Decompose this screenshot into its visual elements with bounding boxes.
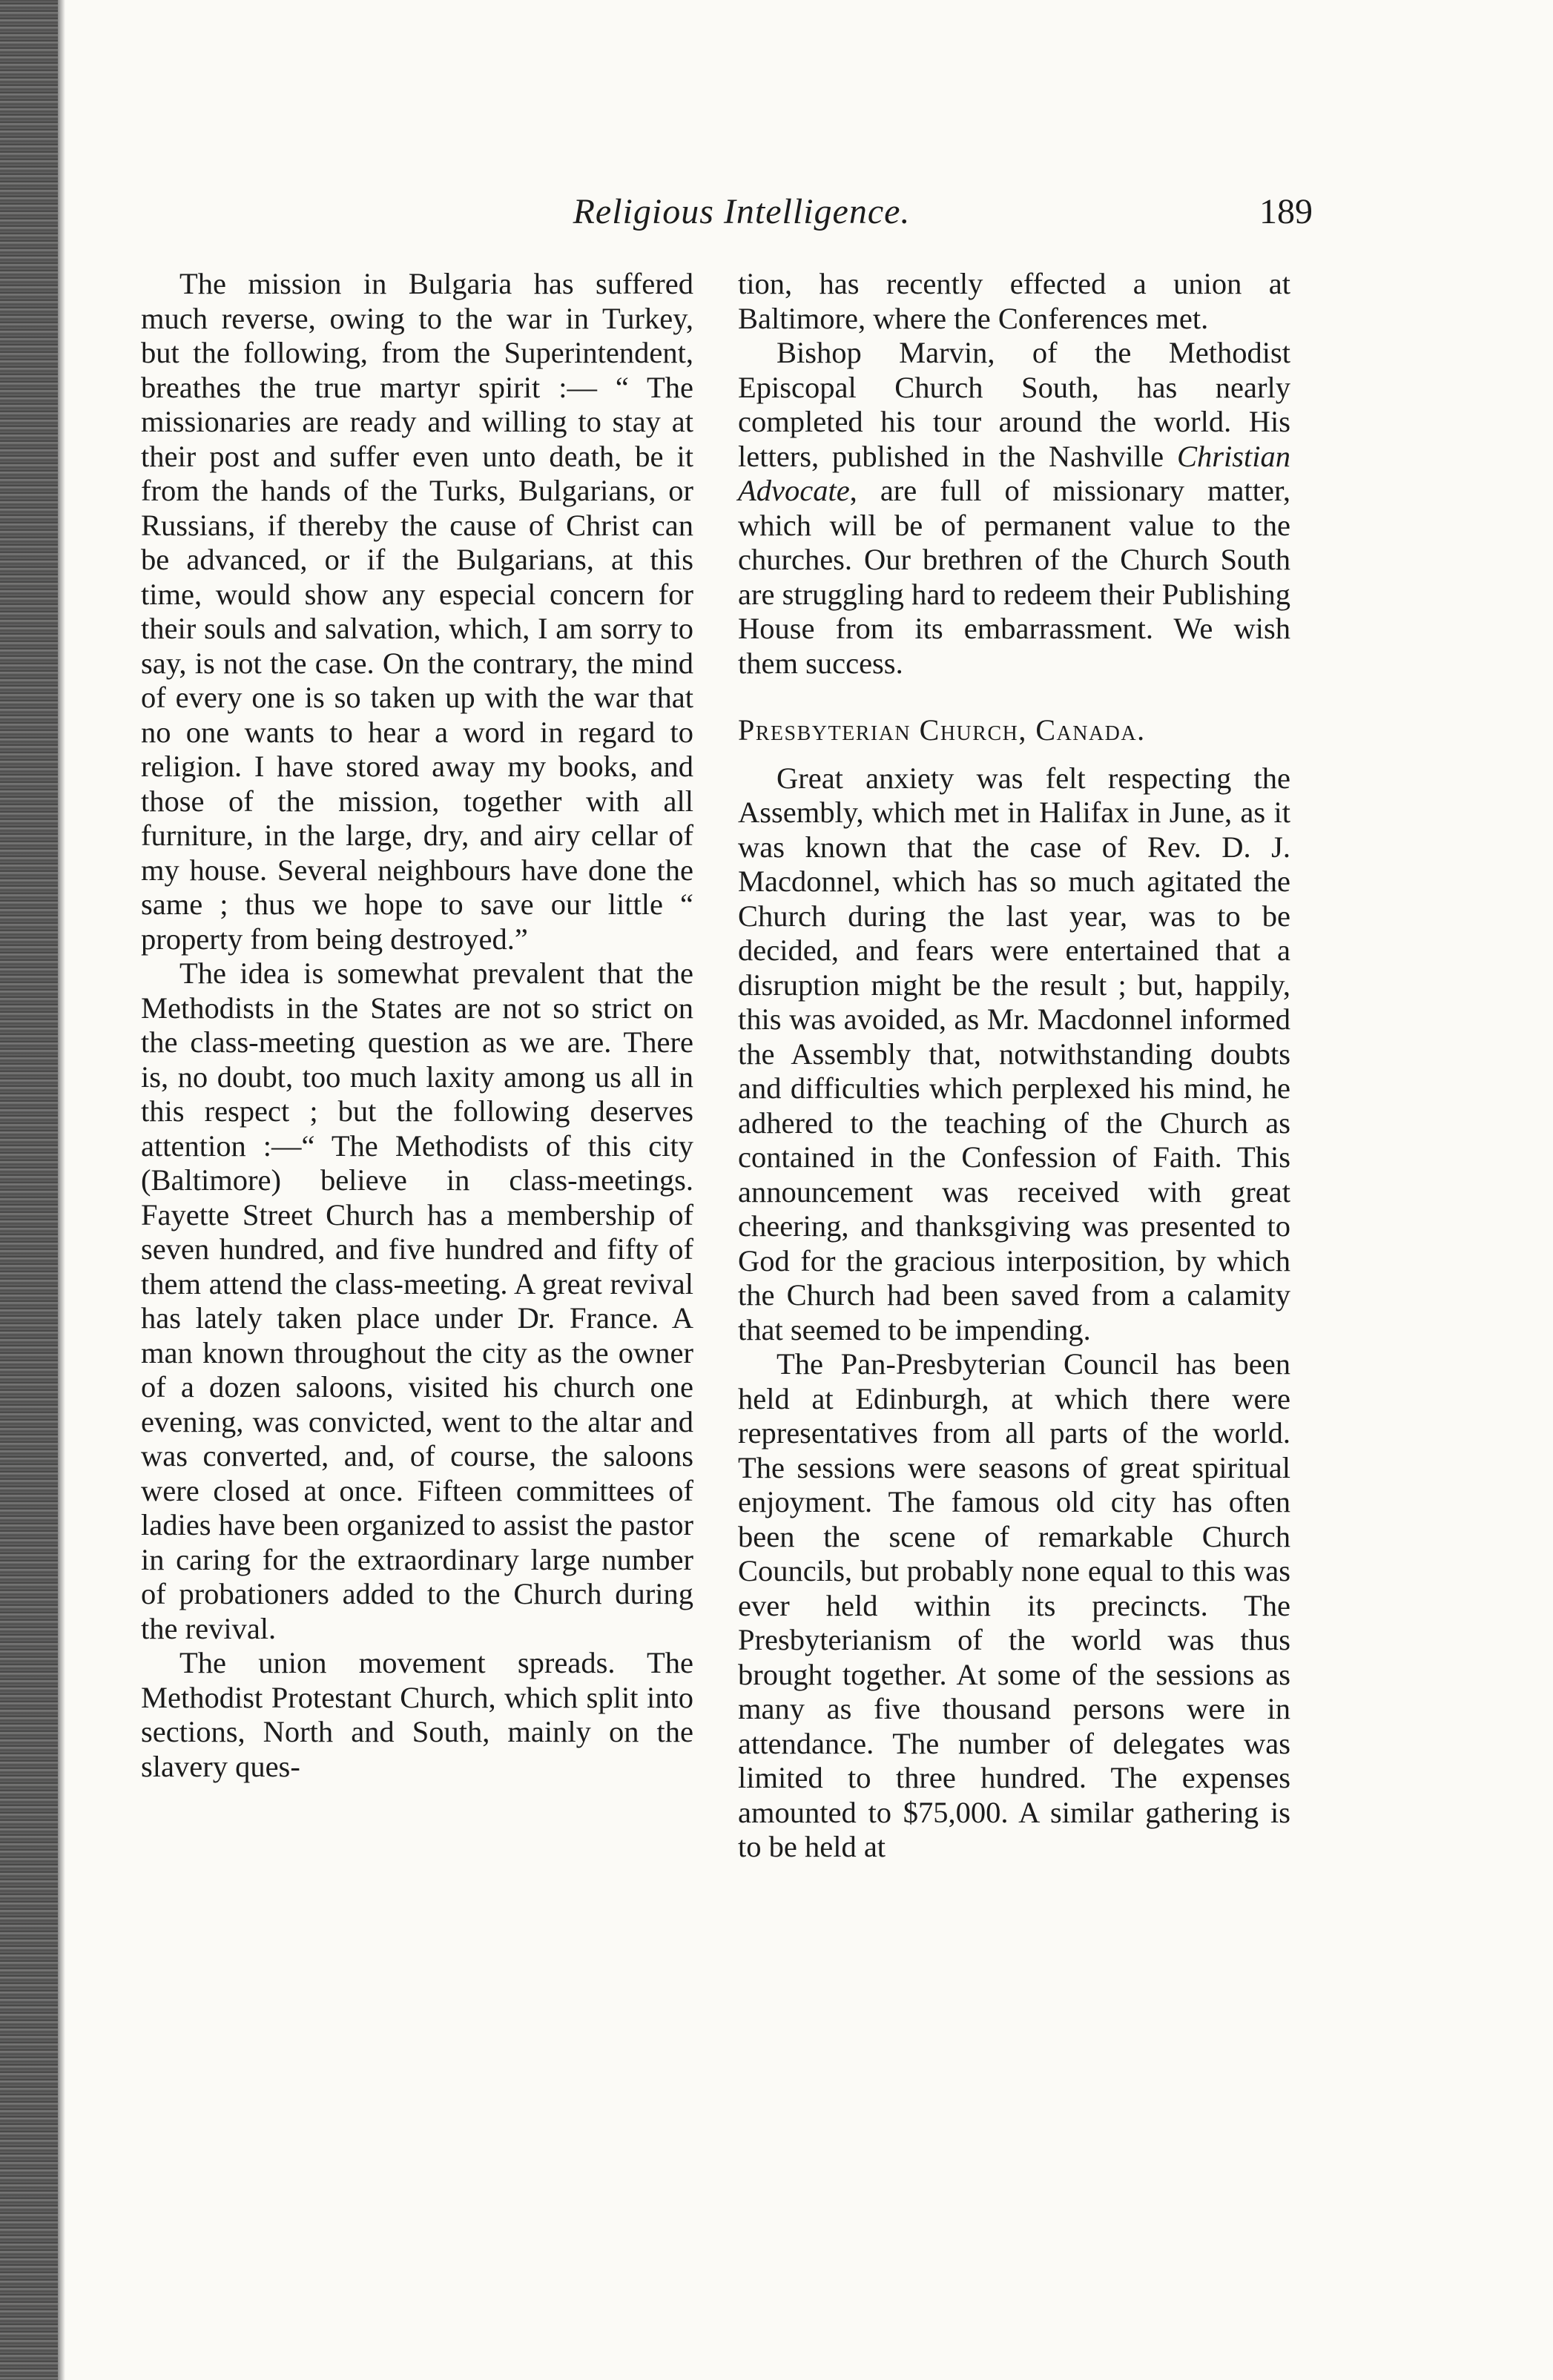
spine-edge-gradient (58, 0, 65, 2380)
running-head: Religious Intelligence. (573, 192, 911, 231)
book-spine-shadow (0, 0, 58, 2380)
right-column (738, 267, 1290, 1865)
paragraph-pan-presbyterian-council: The Pan-Presbyterian Council has been held at Edinburgh, at which there were representatives from all parts of the world. The sessions were seasons of great spiritual enjoyment. The famous old city has often been the scene of remarkable Church Councils, but probably none equal to this was ever held within its precincts. The Presbyterianism of the world was thus brought together. At some of the sessions as many as five thousand persons were in attendance. The number of delegates was limited to three hundred. The expenses amounted to $75,000. A similar gathering is to be held at (738, 1347, 1290, 1863)
section-heading-presbyterian: Presbyterian Church, Canada. (738, 713, 1146, 747)
paragraph-bishop-marvin (738, 336, 1290, 681)
paragraph-assembly-halifax: Great anxiety was felt respecting the Assembly, which met in Halifax in June, as it was known that the case of Rev. D. J. Macdonnel, which has so much agitated the Church during the last year, was to be decided, and fears were entertained that a disruption might be the result ; but, happily, this was avoided, as Mr. Macdonnel informed the Assembly that, notwithstanding doubts and difficulties which perplexed his mind, he adhered to the teaching of the Church as contained in the Confession of Faith. This announcement was received with great cheering, and thanksgiving was presented to God for the gracious interposition, by which the Church had been saved from a calamity that seemed to be impending. (738, 761, 1290, 1346)
bishop-text-end: , are full of missionary matter, which will be of permanent value to the churches. Our brethren of the Church South are struggling hard to redeem their Publishing House from its embarrassment. We wish them success. (738, 474, 1290, 680)
paragraph-union-movement: The union movement spreads. The Methodist Protestant Church, which split into sections, North and South, mainly on the slavery ques- (141, 1646, 693, 1783)
paragraph-class-meetings: The idea is somewhat prevalent that the Methodists in the States are not so strict on the class-meeting question as we are. There is, no doubt, too much laxity among us all in this respect ; but the following deserves attention :—“ The Methodists of this city (Baltimore) believe in class-meetings. Fayette Street Church has a membership of seven hundred, and five hundred and fifty of them attend the class-meeting. A great revival has lately taken place under Dr. France. A man known throughout the city as the owner of a dozen saloons, visited his church one evening, was convicted, went to the altar and was converted, and, of course, the saloons were closed at once. Fifteen committees of ladies have been organized to assist the pastor in caring for the extraordinary large number of probationers added to the Church during the revival. (141, 956, 693, 1645)
bishop-text-start: Bishop Marvin, of the Methodist Episcopal Church South, has nearly completed his tour around the world. His letters, published in the Nashville (738, 336, 1290, 473)
paragraph-union-continuation: tion, has recently effected a union at Baltimore, where the Conferences met. (738, 267, 1290, 335)
page-number: 189 (1259, 192, 1313, 231)
newspaper-title: Christian Advocate (738, 439, 1290, 507)
page-header (171, 191, 1313, 243)
left-column (141, 267, 693, 1784)
paragraph-bulgaria-mission: The mission in Bulgaria has suffered much reverse, owing to the war in Turkey, but the following, from the Superintendent, breathes the true martyr spirit :— “ The missionaries are ready and willing to stay at their post and suffer even unto death, be it from the hands of the Turks, Bulgarians, or Russians, if thereby the cause of Christ can be advanced, or if the Bulgarians, at this time, would show any especial concern for their souls and salvation, which, I am sorry to say, is not the case. On the contrary, the mind of every one is so taken up with the war that no one wants to hear a word in regard to religion. I have stored away my books, and those of the mission, together with all furniture, in the large, dry, and airy cellar of my house. Several neighbours have done the same ; thus we hope to save our little “ property from being destroyed.” (141, 267, 693, 956)
